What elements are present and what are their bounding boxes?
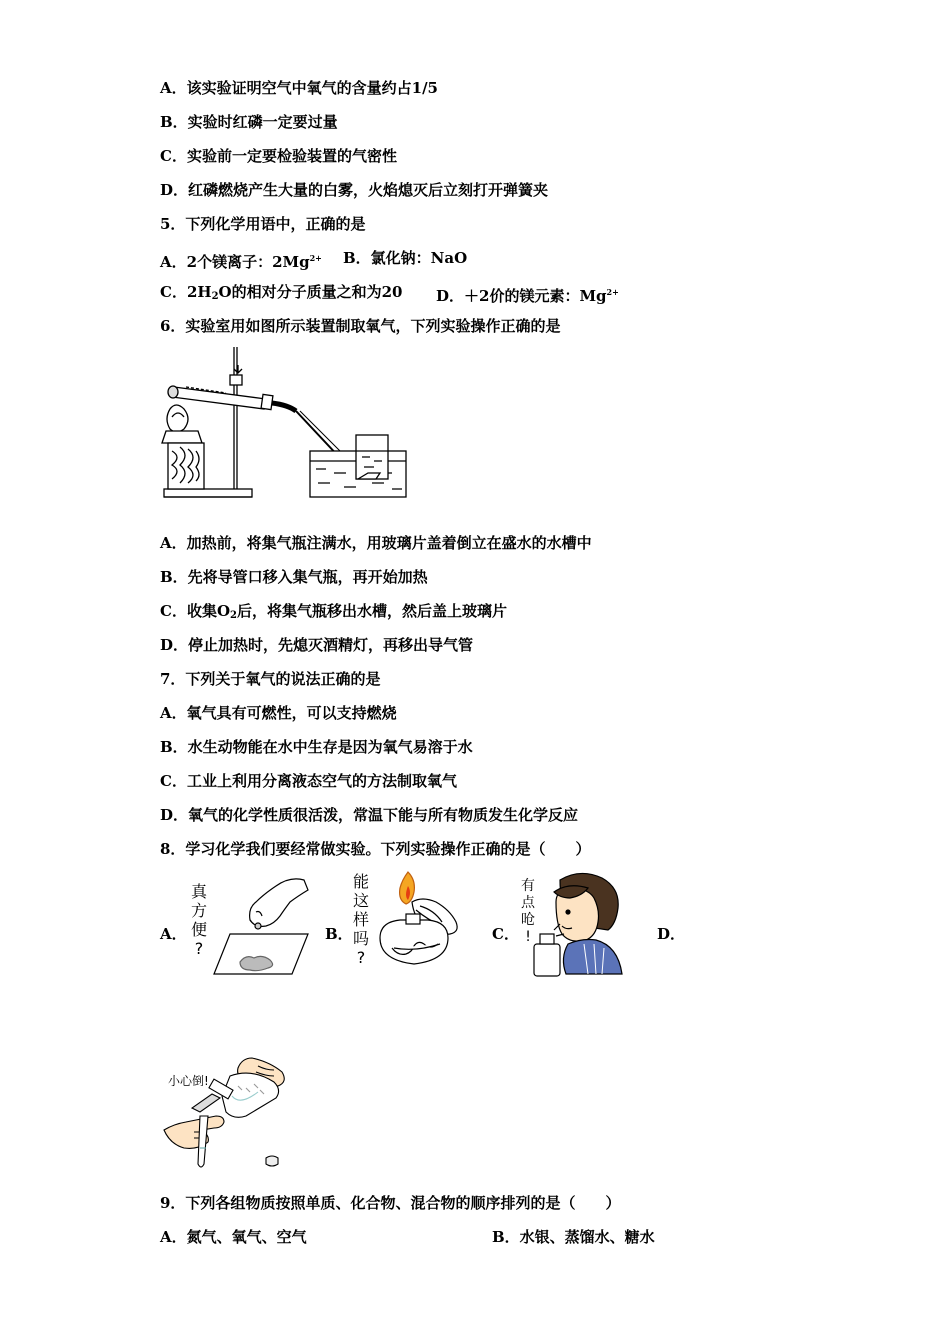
q5-option-c bbox=[160, 282, 402, 307]
q8-caption-b bbox=[352, 872, 370, 967]
q8-image-c bbox=[532, 872, 624, 978]
q8-caption-a bbox=[190, 882, 208, 958]
q6-option-b: B．先将导管口移入集气瓶，再开始加热 bbox=[160, 568, 428, 586]
q5-option-a bbox=[160, 248, 322, 272]
q8-caption-d: 小心倒! bbox=[168, 1074, 209, 1088]
q5-c-suffix: O的相对分子质量之和为20 bbox=[218, 283, 403, 301]
q8-image-b bbox=[372, 868, 472, 974]
q4-option-a: A．该实验证明空气中氧气的含量约占1/5 bbox=[160, 79, 438, 97]
q7-option-c: C．工业上利用分离液态空气的方法制取氧气 bbox=[160, 772, 457, 790]
q8-label-d: D． bbox=[657, 925, 686, 943]
q8-caption-c-4: ! bbox=[525, 929, 531, 945]
q8-caption-c-1: 有 bbox=[521, 878, 535, 894]
q5-c-text: C．2H bbox=[160, 283, 212, 301]
q8-image-a bbox=[210, 876, 310, 978]
q4-option-d: D．红磷燃烧产生大量的白雾，火焰熄灭后立刻打开弹簧夹 bbox=[160, 181, 549, 199]
q6-c-suffix: 后，将集气瓶移出水槽，然后盖上玻璃片 bbox=[236, 602, 507, 620]
q7-option-d: D．氧气的化学性质很活泼，常温下能与所有物质发生化学反应 bbox=[160, 806, 579, 824]
q7-stem: 7．下列关于氧气的说法正确的是 bbox=[160, 670, 381, 688]
q7-option-b: B．水生动物能在水中生存是因为氧气易溶于水 bbox=[160, 738, 473, 756]
q8-caption-a-2: 方 bbox=[190, 901, 207, 920]
q8-label-c: C． bbox=[492, 925, 519, 943]
q8-caption-b-4: 吗 bbox=[352, 929, 369, 948]
q8-caption-c-3: 呛 bbox=[521, 912, 535, 928]
q8-caption-b-2: 这 bbox=[352, 891, 369, 910]
q5-c-sub: 2 bbox=[211, 291, 219, 302]
q9-option-b: B．水银、蒸馏水、糖水 bbox=[492, 1228, 655, 1246]
q9-stem: 9．下列各组物质按照单质、化合物、混合物的顺序排列的是（ ） bbox=[160, 1194, 621, 1212]
q5-d-text: D．＋2价的镁元素：Mg bbox=[436, 287, 607, 305]
q8-caption-b-3: 样 bbox=[352, 910, 369, 929]
q8-caption-a-4: ? bbox=[194, 939, 204, 958]
q8-label-b: B． bbox=[325, 925, 353, 943]
q8-caption-b-5: ? bbox=[356, 948, 366, 967]
q4-option-c: C．实验前一定要检验装置的气密性 bbox=[160, 147, 397, 165]
q5-stem: 5．下列化学用语中，正确的是 bbox=[160, 215, 366, 233]
q8-caption-b-1: 能 bbox=[352, 872, 369, 891]
q6-c-text: C．收集O bbox=[160, 602, 231, 620]
q6-c-sub: 2 bbox=[230, 610, 237, 621]
q4-option-b: B．实验时红磷一定要过量 bbox=[160, 113, 338, 131]
q5-option-b: B．氯化钠：NaO bbox=[343, 249, 468, 267]
q6-option-a: A．加热前，将集气瓶注满水，用玻璃片盖着倒立在盛水的水槽中 bbox=[160, 534, 592, 552]
q7-option-a: A．氧气具有可燃性，可以支持燃烧 bbox=[160, 704, 397, 722]
q6-option-d: D．停止加热时，先熄灭酒精灯，再移出导气管 bbox=[160, 636, 474, 654]
q8-caption-a-1: 真 bbox=[190, 882, 207, 901]
q8-image-d bbox=[160, 1056, 290, 1172]
q8-caption-a-3: 便 bbox=[190, 920, 207, 939]
q9-option-a: A．氮气、氧气、空气 bbox=[160, 1228, 307, 1246]
q5-d-sup: 2+ bbox=[606, 287, 619, 297]
q5-option-d bbox=[436, 282, 619, 306]
q6-stem: 6．实验室用如图所示装置制取氧气，下列实验操作正确的是 bbox=[160, 317, 561, 335]
q6-option-c bbox=[160, 601, 507, 626]
q8-label-a: A． bbox=[160, 925, 187, 943]
q5-a-text: A．2个镁离子：2Mg bbox=[160, 253, 310, 271]
q8-stem: 8．学习化学我们要经常做实验。下列实验操作正确的是（ ） bbox=[160, 840, 591, 858]
q5-a-sup: 2+ bbox=[309, 253, 322, 263]
oxygen-apparatus-figure bbox=[158, 343, 413, 505]
q8-caption-c-2: 点 bbox=[521, 895, 535, 911]
